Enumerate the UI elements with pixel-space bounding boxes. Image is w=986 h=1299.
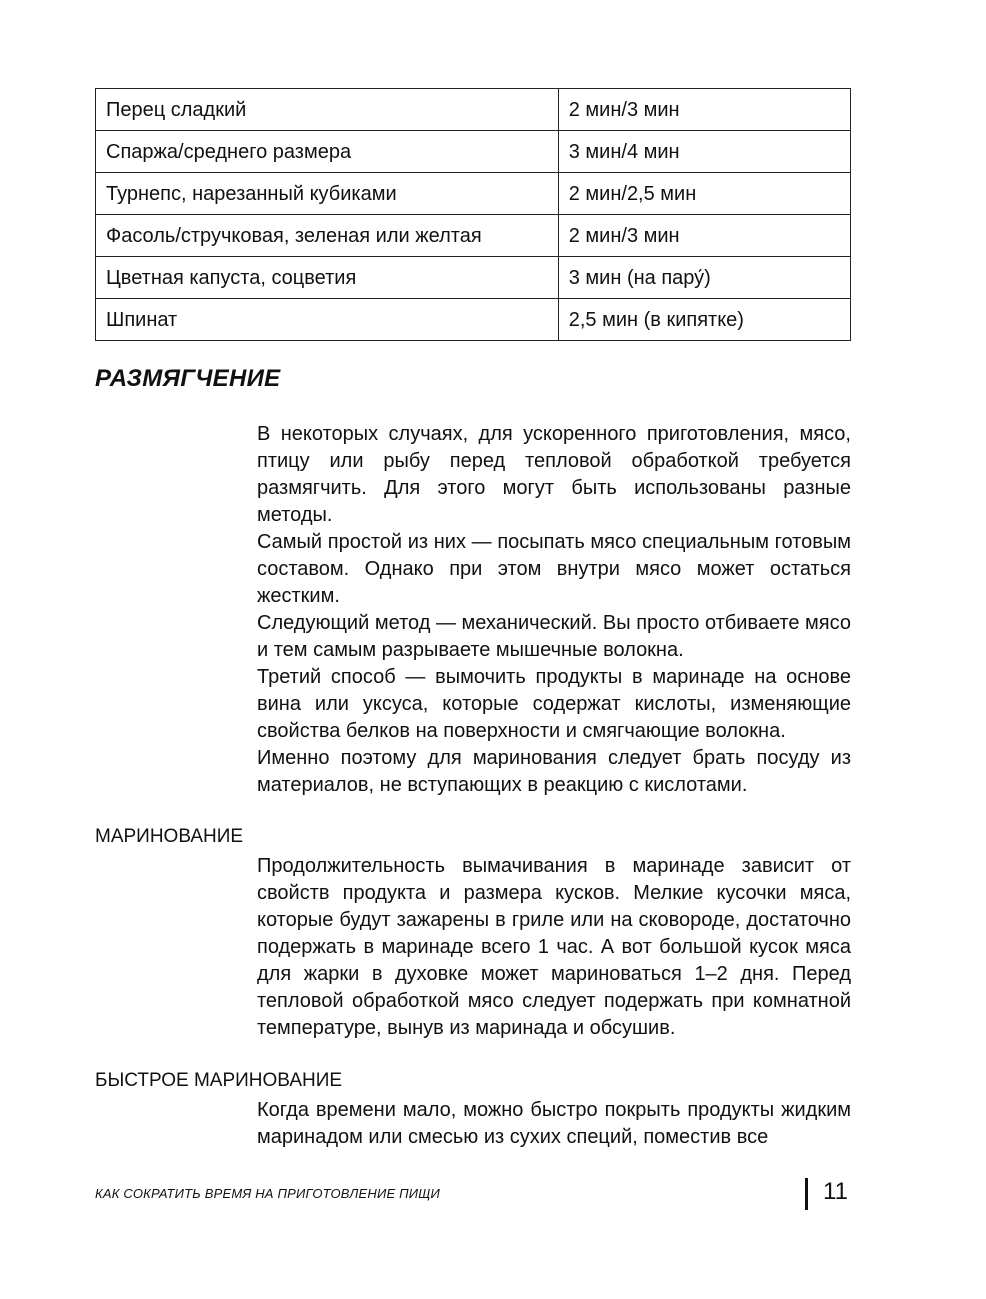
time-cell: 2 мин/2,5 мин <box>558 173 850 215</box>
table-row <box>96 215 851 257</box>
tenderizing-text <box>257 421 851 799</box>
page-number: 11 <box>823 1178 848 1205</box>
product-cell: Фасоль/стручковая, зеленая или желтая <box>96 215 559 257</box>
section-heading-tenderizing: РАЗМЯГЧЕНИЕ <box>95 365 281 392</box>
time-cell: 3 мин (на пару́) <box>558 257 850 299</box>
table-row <box>96 173 851 215</box>
table-row <box>96 131 851 173</box>
time-cell: 2,5 мин (в кипятке) <box>558 299 850 341</box>
product-cell: Турнепс, нарезанный кубиками <box>96 173 559 215</box>
paragraph: Когда времени мало, можно быстро покрыть продукты жидким маринадом или смесью из сухих специй, поместив все <box>257 1099 851 1148</box>
paragraph: Самый простой из них — посыпать мясо специальным готовым составом. Однако при этом внутри мясо может остаться жестким. <box>257 531 851 607</box>
time-cell: 2 мин/3 мин <box>558 89 850 131</box>
time-cell: 2 мин/3 мин <box>558 215 850 257</box>
running-footer-title: КАК СОКРАТИТЬ ВРЕМЯ НА ПРИГОТОВЛЕНИЕ ПИЩИ <box>95 1186 440 1201</box>
section-heading-marinating: МАРИНОВАНИЕ <box>95 826 244 847</box>
product-cell: Цветная капуста, соцветия <box>96 257 559 299</box>
table-row <box>96 89 851 131</box>
paragraph: Именно поэтому для маринования следует брать посуду из материалов, не вступающих в реакцию с кислотами. <box>257 747 851 796</box>
table-row <box>96 299 851 341</box>
paragraph: Следующий метод — механический. Вы просто отбиваете мясо и тем самым разрываете мышечные волокна. <box>257 612 851 661</box>
paragraph: В некоторых случаях, для ускоренного приготовления, мясо, птицу или рыбу перед тепловой обработкой требуется размягчить. Для этого могут быть использованы разные методы. <box>257 423 851 526</box>
product-cell: Перец сладкий <box>96 89 559 131</box>
table-row <box>96 257 851 299</box>
quick-marinating-text <box>257 1097 851 1151</box>
product-cell: Спаржа/среднего размера <box>96 131 559 173</box>
paragraph: Продолжительность вымачивания в маринаде зависит от свойств продукта и размера кусков. Мелкие кусочки мяса, которые будут зажарены в гриле или на сковороде, достаточно подержать в маринаде всего 1 час. А вот большой кусок мяса для жарки в духовке может мариноваться 1–2 дня. Перед тепловой обработкой мясо следует подержать при комнатной температуре, вынув из маринада и обсушив. <box>257 855 851 1039</box>
product-cell: Шпинат <box>96 299 559 341</box>
paragraph: Третий способ — вымочить продукты в маринаде на основе вина или уксуса, которые содержат кислоты, изменяющие свойства белков на поверхности и смягчающие волокна. <box>257 666 851 742</box>
time-cell: 3 мин/4 мин <box>558 131 850 173</box>
marinating-text <box>257 853 851 1042</box>
section-heading-quick-marinating: БЫСТРОЕ МАРИНОВАНИЕ <box>95 1070 343 1091</box>
footer-divider <box>805 1178 808 1210</box>
blanching-times-table <box>95 88 851 341</box>
